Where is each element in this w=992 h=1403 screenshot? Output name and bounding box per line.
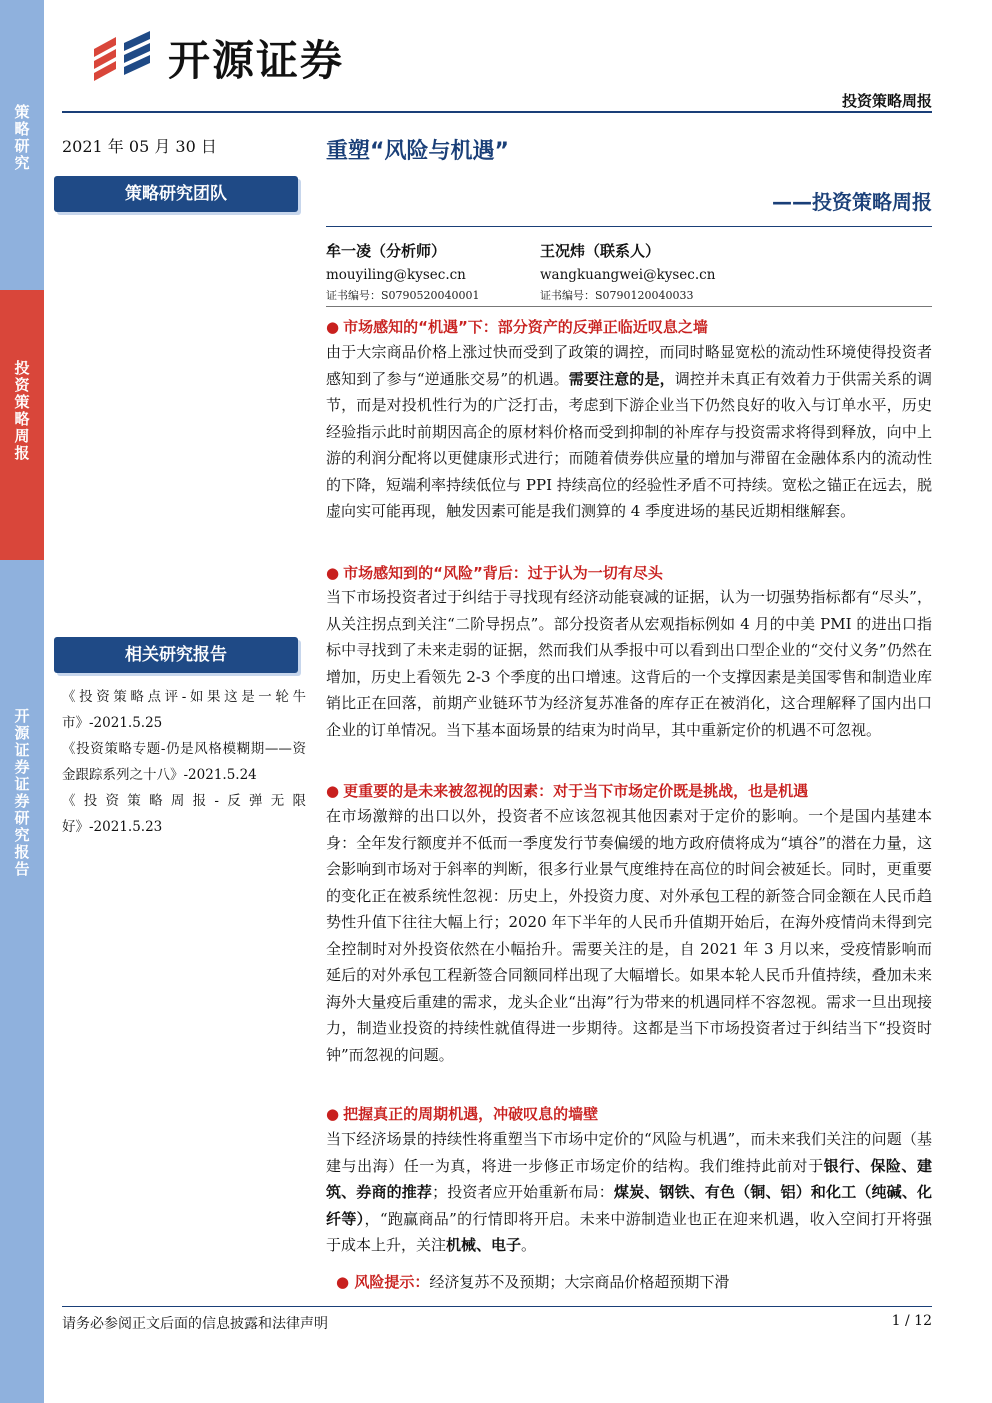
paragraph-emphasis: 银行、保险、建筑、券商的推荐 — [326, 1156, 932, 1201]
report-subtitle: ——投资策略周报 — [772, 190, 932, 214]
side-label-bottom — [0, 708, 44, 878]
header-divider — [62, 111, 932, 113]
bullet-icon: ● — [326, 782, 340, 800]
risk-warning — [336, 1271, 729, 1292]
team-panel-title: 策略研究团队 — [54, 176, 298, 212]
related-report-link[interactable]: 《投资策略专题-仍是风格模糊期——资金跟踪系列之十八》-2021.5.24 — [62, 741, 306, 783]
author-divider — [326, 306, 932, 307]
related-report-link[interactable]: 《投资策略点评-如果这是一轮牛市》-2021.5.25 — [62, 689, 306, 731]
author-email[interactable]: wangkuangwei@kysec.cn — [540, 267, 716, 283]
paragraph-emphasis: 机械、电子 — [446, 1236, 522, 1254]
section-paragraph: 当下市场投资者过于纠结于寻找现有经济动能衰减的证据，认为一切强势指标都有“尽头”，从关注拐点到关注“二阶导拐点”。部分投资者从宏观指标例如 4 月的中美 PMI 的进出口指标中寻找到了未来走弱的证据，然而我们从季报中可以看到出口型企业的“交付义务”仍然在增加，历史上看领先 2-3 个季度的出口增速。这背后的一个支撑因素是美国零售和制造业库销比正在回落，前期产业链环节为经济复苏准备的库存正在被消化，这合理解释了国内出口企业的订单情况。当下基本面场景的结束为时尚早，其中重新定价的机遇不可忽视。 — [326, 588, 932, 739]
section-heading — [326, 316, 708, 337]
section-heading-text: 市场感知的“机遇”下：部分资产的反弹正临近叹息之墙 — [343, 318, 708, 336]
paragraph-text: 。 — [521, 1236, 537, 1254]
author-cert: 证书编号：S0790520040001 — [326, 289, 480, 302]
author-block — [326, 240, 480, 303]
author-email[interactable]: mouyiling@kysec.cn — [326, 267, 466, 283]
company-logo — [86, 28, 344, 88]
related-reports-title: 相关研究报告 — [54, 637, 298, 673]
bullet-icon: ● — [336, 1273, 355, 1291]
side-label-bottom-text: 开源证券 证券研究报告 — [14, 707, 30, 878]
paragraph-emphasis: 煤炭、钢铁、有色（铜、铝）和化工（纯碱、化纤等） — [326, 1183, 932, 1228]
report-title: 重塑“风险与机遇” — [326, 139, 509, 164]
side-band-bottom — [0, 560, 44, 1403]
paragraph-text: 调控并未真正有效着力于供需关系的调节，而是对投机性行为的广泛打击，考虑到下游企业当下仍然良好的收入与订单水平，历史经验指示此时前期因高企的原材料价格而受到抑制的补库存与投资需求将得到释放，向中上游的利润分配将以更健康形式进行；而随着债券供应量的增加与滞留在金融体系内的流动性的下降，短端利率持续低位与 PPI 持续高位的经验性矛盾不可持续。宽松之锚正在远去，脱虚向实可能再现，触发因素可能是我们测算的 4 季度进场的基民近期相继解套。 — [326, 369, 932, 520]
section-paragraph — [326, 339, 932, 525]
section-heading — [326, 1103, 598, 1124]
logo-mark-icon — [86, 29, 158, 87]
title-divider — [326, 226, 932, 227]
related-report-link[interactable]: 《投资策略周报-反弹无限好》-2021.5.23 — [62, 793, 306, 835]
section-paragraph — [326, 1126, 932, 1259]
paragraph-text: 由于大宗商品价格上涨过快而受到了政策的调控，而同时略显宽松的流动性环境使得投资者感知到了参与“逆通胀交易”的机遇。 — [326, 343, 932, 388]
bullet-icon: ● — [326, 318, 340, 336]
section-heading — [326, 780, 808, 801]
author-name: 王况炜（联系人） — [540, 242, 661, 260]
section-heading — [326, 562, 663, 583]
page-number: 1 / 12 — [891, 1313, 932, 1329]
author-cert: 证书编号：S0790120040033 — [540, 289, 694, 302]
side-label-top — [0, 104, 44, 172]
bullet-icon: ● — [326, 1105, 340, 1123]
logo-text: 开源证券 — [168, 36, 345, 85]
section-heading-text: 把握真正的周期机遇，冲破叹息的墙壁 — [343, 1105, 599, 1123]
paragraph-text: ，“跑赢商品”的行情即将开启。未来中游制造业也正在迎来机遇，收入空间打开将强于成本上升，关注 — [326, 1209, 932, 1254]
side-label-middle — [0, 360, 44, 462]
footer-divider — [62, 1306, 932, 1307]
related-reports-list — [62, 684, 306, 840]
author-name: 牟一凌（分析师） — [326, 242, 447, 260]
section-heading-text: 更重要的是未来被忽视的因素：对于当下市场定价既是挑战，也是机遇 — [343, 782, 809, 800]
author-block — [540, 240, 715, 303]
report-date: 2021 年 05 月 30 日 — [62, 137, 217, 156]
side-label-middle-text: 投资策略周报 — [14, 359, 30, 462]
paragraph-text: ；投资者应开始重新布局： — [432, 1183, 614, 1201]
side-band — [0, 0, 44, 1403]
footer-disclaimer: 请务必参阅正文后面的信息披露和法律声明 — [62, 1316, 328, 1332]
paragraph-text: 当下经济场景的持续性将重塑当下市场中定价的“风险与机遇”，而未来我们关注的问题（基建与出海）任一为真，将进一步修正市场定价的结构。我们维持此前对于 — [326, 1130, 932, 1175]
side-label-top-text: 策略研究 — [14, 103, 30, 172]
paragraph-emphasis: 需要注意的是， — [568, 369, 675, 388]
report-type-label: 投资策略周报 — [841, 92, 932, 110]
section-heading-text: 市场感知到的“风险”背后：过于认为一切有尽头 — [343, 564, 663, 582]
bullet-icon: ● — [326, 564, 340, 582]
section-paragraph: 在市场激辩的出口以外，投资者不应该忽视其他因素对于定价的影响。一个是国内基建本身：全年发行额度并不低而一季度发行节奏偏缓的地方政府债将成为“填谷”的潜在力量，这会影响到市场对于斜率的判断，很多行业景气度维持在高位的时间会被延长。同时，更重要的变化正在被系统性忽视：历史上，外投资力度、对外承包工程的新签合同金额在人民币趋势性升值下往往大幅上行；2020 年下半年的人民币升值期开始后，在海外疫情尚未得到完全控制时对外投资依然在小幅抬升。需要关注的是，自 2021 年 3 月以来，受疫情影响而延后的对外承包工程新签合同额同样出现了大幅增长。如果本轮人民币升值持续，叠加未来海外大量疫后重建的需求，龙头企业“出海”行为带来的机遇同样不容忽视。需求一旦出现接力，制造业投资的持续性就值得进一步期待。这都是当下市场投资者过于纠结当下“投资时钟”而忽视的问题。 — [326, 807, 932, 1064]
risk-text: 经济复苏不及预期；大宗商品价格超预期下滑 — [429, 1273, 730, 1291]
risk-label: 风险提示： — [354, 1273, 430, 1291]
